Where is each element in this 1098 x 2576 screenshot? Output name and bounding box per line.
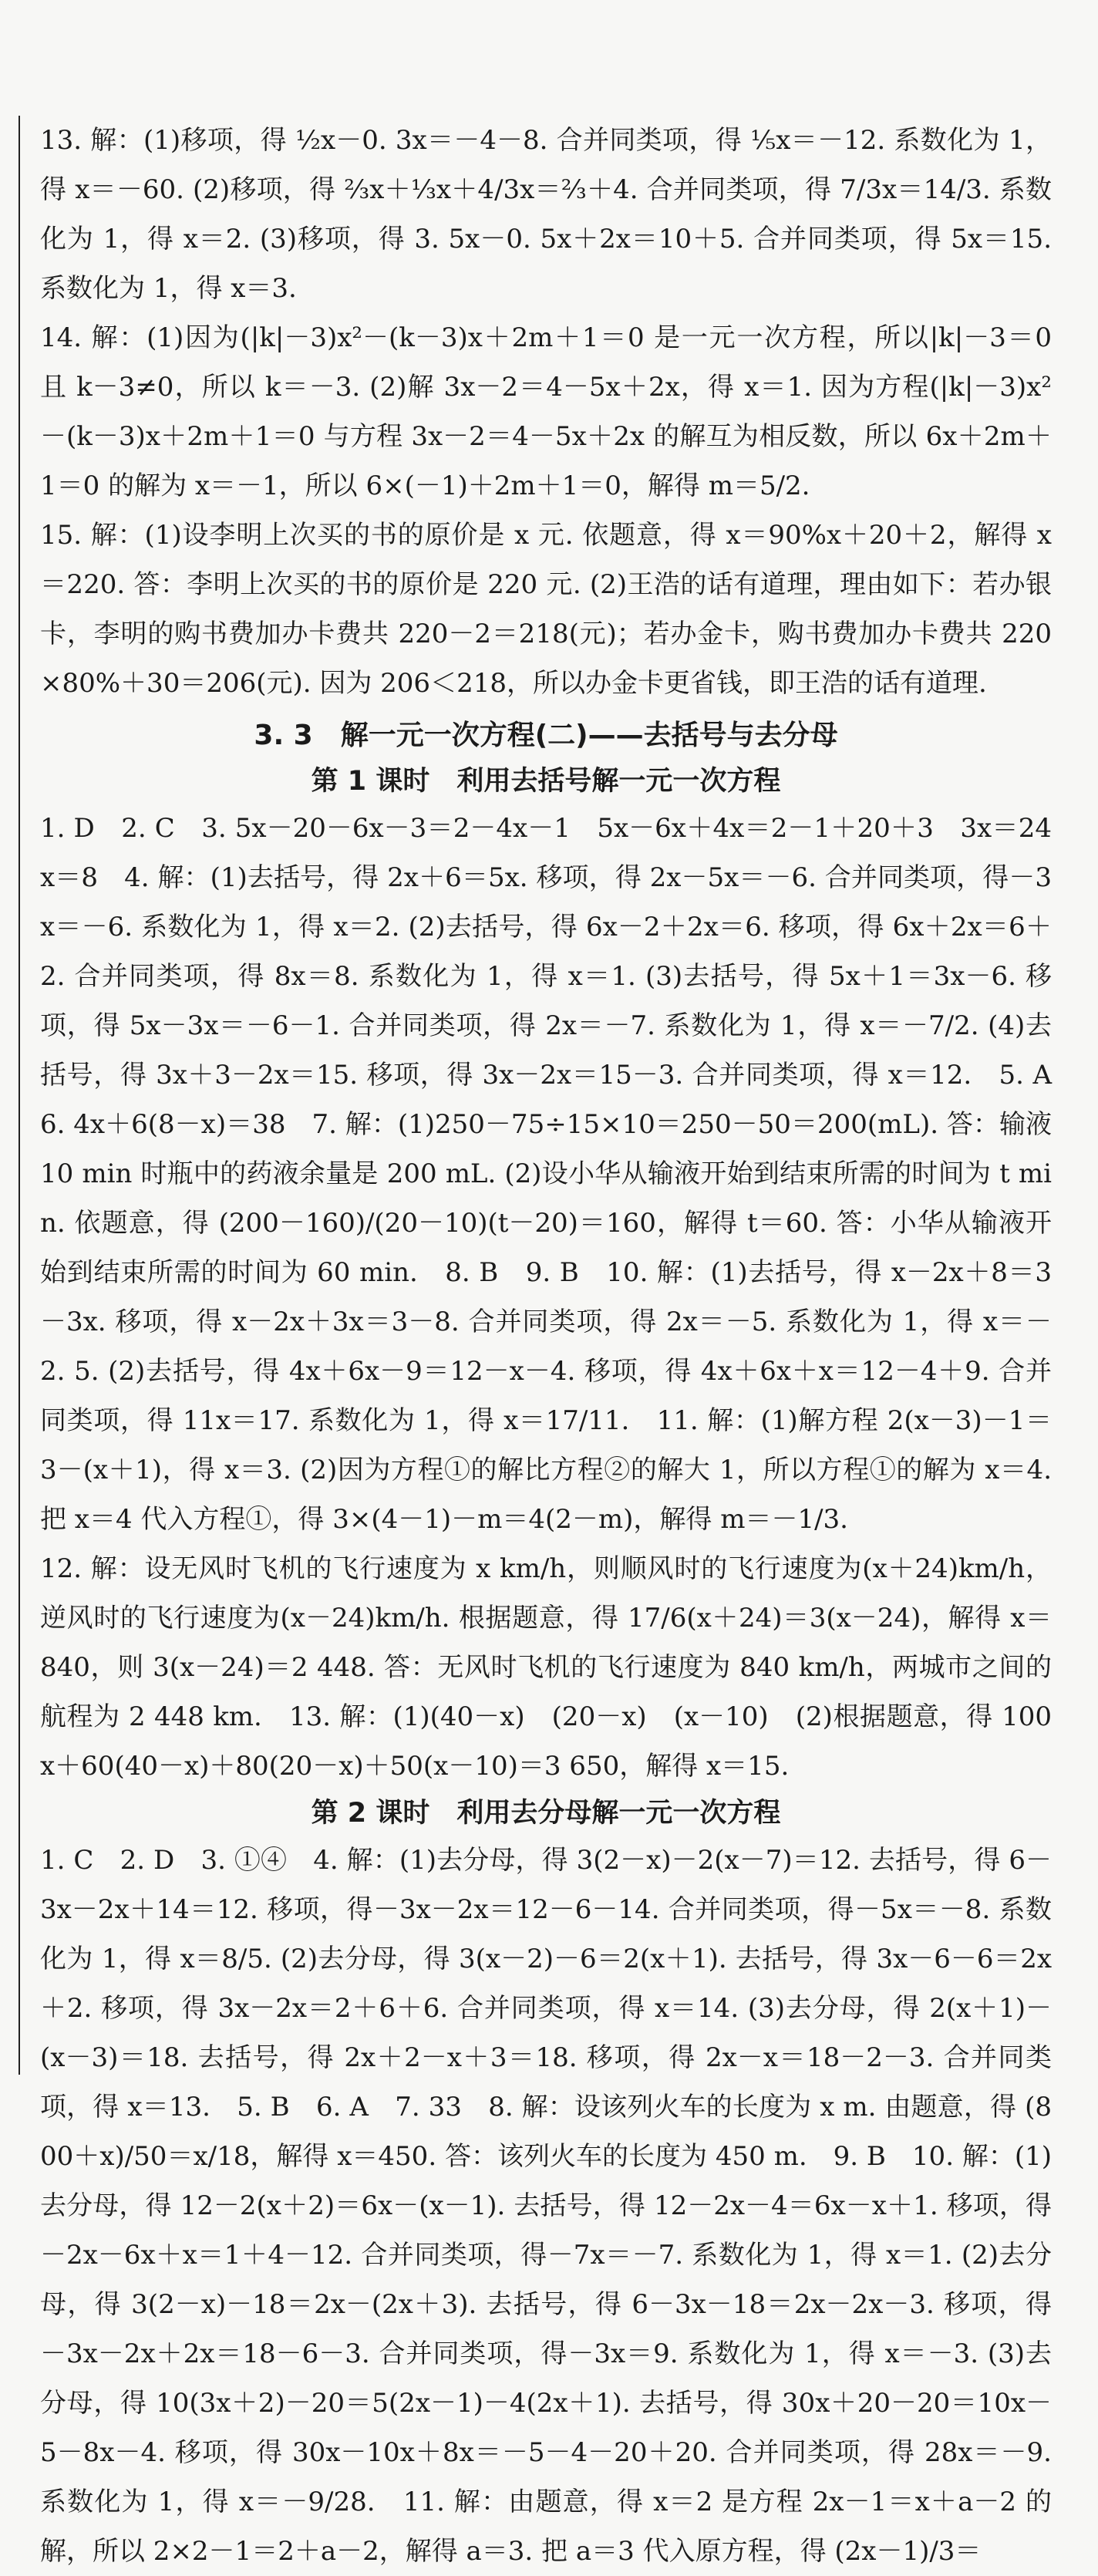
answer-13: 13. 解：(1)移项，得 ½x－0. 3x＝－4－8. 合并同类项，得 ⅕x＝－12. 系数化为 1，得 x＝－60. (2)移项，得 ⅔x＋⅓x＋4/3x＝⅔＋4. 合并同类项，得 7/3x＝14/3. 系数化为 1，得 x＝2. (3)移项，得 3. 5x－0. 5x＋2x＝10＋5. 合并同类项，得 5x＝15. 系数化为 1，得 x＝3. xyxy=(40,125,1052,304)
lesson-1-title: 第 1 课时 利用去括号解一元一次方程 xyxy=(311,766,781,797)
answer-15: 15. 解：(1)设李明上次买的书的原价是 x 元. 依题意，得 x＝90%x＋20＋2，解得 x＝220. 答：李明上次买的书的原价是 220 元. (2)王浩的话有道理，理由如下：若办银卡，李明的购书费加办卡费共 220－2＝218(元)；若办金卡，购书费加办卡费共 220×80%＋30＝206(元). 因为 206＜218，所以办金卡更省钱，即王浩的话有道理. xyxy=(40,520,1052,699)
lesson-2-answers xyxy=(40,1836,1052,2576)
section-title: 3. 3 解一元一次方程(二)——去括号与去分母 xyxy=(254,720,838,751)
lesson-1-text-2: 12. 解：设无风时飞机的飞行速度为 x km/h，则顺风时的飞行速度为(x＋24)km/h，逆风时的飞行速度为(x－24)km/h. 根据题意，得 17/6(x＋24)＝3(x－24)，解得 x＝840，则 3(x－24)＝2 448. 答：无风时飞机的飞行速度为 840 km/h，两城市之间的航程为 2 448 km. 13. 解：(1)(40－x) (20－x) (x－10) (2)根据题意，得 100x＋60(40－x)＋80(20－x)＋50(x－10)＝3 650，解得 x＝15. xyxy=(40,1553,1052,1782)
intro-answers xyxy=(40,116,1052,708)
answer-14: 14. 解：(1)因为(|k|－3)x²－(k－3)x＋2m＋1＝0 是一元一次方程，所以|k|－3＝0 且 k－3≠0，所以 k＝－3. (2)解 3x－2＝4－5x＋2x，得 x＝1. 因为方程(|k|－3)x²－(k－3)x＋2m＋1＝0 与方程 3x－2＝4－5x＋2x 的解互为相反数，所以 6x＋2m＋1＝0 的解为 x＝－1，所以 6×(－1)＋2m＋1＝0，解得 m＝5/2. xyxy=(40,322,1052,501)
lesson-2-title: 第 2 课时 利用去分母解一元一次方程 xyxy=(311,1798,781,1829)
lesson-1-text: 1. D 2. C 3. 5x－20－6x－3＝2－4x－1 5x－6x＋4x＝2－1＋20＋3 3x＝24 x＝8 4. 解：(1)去括号，得 2x＋6＝5x. 移项，得 2x－5x＝－6. 合并同类项，得－3x＝－6. 系数化为 1，得 x＝2. (2)去括号，得 6x－2＋2x＝6. 移项，得 6x＋2x＝6＋2. 合并同类项，得 8x＝8. 系数化为 1，得 x＝1. (3)去括号，得 5x＋1＝3x－6. 移项，得 5x－3x＝－6－1. 合并同类项，得 2x＝－7. 系数化为 1，得 x＝－7/2. (4)去括号，得 3x＋3－2x＝15. 移项，得 3x－2x＝15－3. 合并同类项，得 x＝12. 5. A 6. 4x＋6(8－x)＝38 7. 解：(1)250－75÷15×10＝250－50＝200(mL). 答：输液 10 min 时瓶中的药液余量是 200 mL. (2)设小华从输液开始到结束所需的时间为 t min. 依题意，得 (200－160)/(20－10)(t－20)＝160，解得 t＝60. 答：小华从输液开始到结束所需的时间为 60 min. 8. B 9. B 10. 解：(1)去括号，得 x－2x＋8＝3－3x. 移项，得 x－2x＋3x＝3－8. 合并同类项，得 2x＝－5. 系数化为 1，得 x＝－2. 5. (2)去括号，得 4x＋6x－9＝12－x－4. 移项，得 4x＋6x＋x＝12－4＋9. 合并同类项，得 11x＝17. 系数化为 1，得 x＝17/11. 11. 解：(1)解方程 2(x－3)－1＝3－(x＋1)，得 x＝3. (2)因为方程①的解比方程②的解大 1，所以方程①的解为 x＝4. 把 x＝4 代入方程①，得 3×(4－1)－m＝4(2－m)，解得 m＝－1/3. xyxy=(40,813,1078,1535)
lesson-1-answers xyxy=(40,804,1078,1791)
lesson-2-text: 1. C 2. D 3. ①④ 4. 解：(1)去分母，得 3(2－x)－2(x－7)＝12. 去括号，得 6－3x－2x＋14＝12. 移项，得－3x－2x＝12－6－14. 合并同类项，得－5x＝－8. 系数化为 1，得 x＝8/5. (2)去分母，得 3(x－2)－6＝2(x＋1). 去括号，得 3x－6－6＝2x＋2. 移项，得 3x－2x＝2＋6＋6. 合并同类项，得 x＝14. (3)去分母，得 2(x＋1)－(x－3)＝18. 去括号，得 2x＋2－x＋3＝18. 移项，得 2x－x＝18－2－3. 合并同类项，得 x＝13. 5. B 6. A 7. 33 8. 解：设该列火车的长度为 x m. 由题意，得 (800＋x)/50＝x/18，解得 x＝450. 答：该列火车的长度为 450 m. 9. B 10. 解：(1)去分母，得 12－2(x＋2)＝6x－(x－1). 去括号，得 12－2x－4＝6x－x＋1. 移项，得－2x－6x＋x＝1＋4－12. 合并同类项，得－7x＝－7. 系数化为 1，得 x＝1. (2)去分母，得 3(2－x)－18＝2x－(2x＋3). 去括号，得 6－3x－18＝2x－2x－3. 移项，得－3x－2x＋2x＝18－6－3. 合并同类项，得－3x＝9. 系数化为 1，得 x＝－3. (3)去分母，得 10(3x＋2)－20＝5(2x－1)－4(2x＋1). 去括号，得 30x＋20－20＝10x－5－8x－4. 移项，得 30x－10x＋8x＝－5－4－20＋20. 合并同类项，得 28x＝－9. 系数化为 1，得 x＝－9/28. 11. 解：由题意，得 x＝2 是方程 2x－1＝x＋a－2 的解，所以 2×2－1＝2＋a－2，解得 a＝3. 把 a＝3 代入原方程，得 (2x－1)/3＝ xyxy=(40,1845,1052,2567)
left-margin-rule xyxy=(19,116,20,2075)
